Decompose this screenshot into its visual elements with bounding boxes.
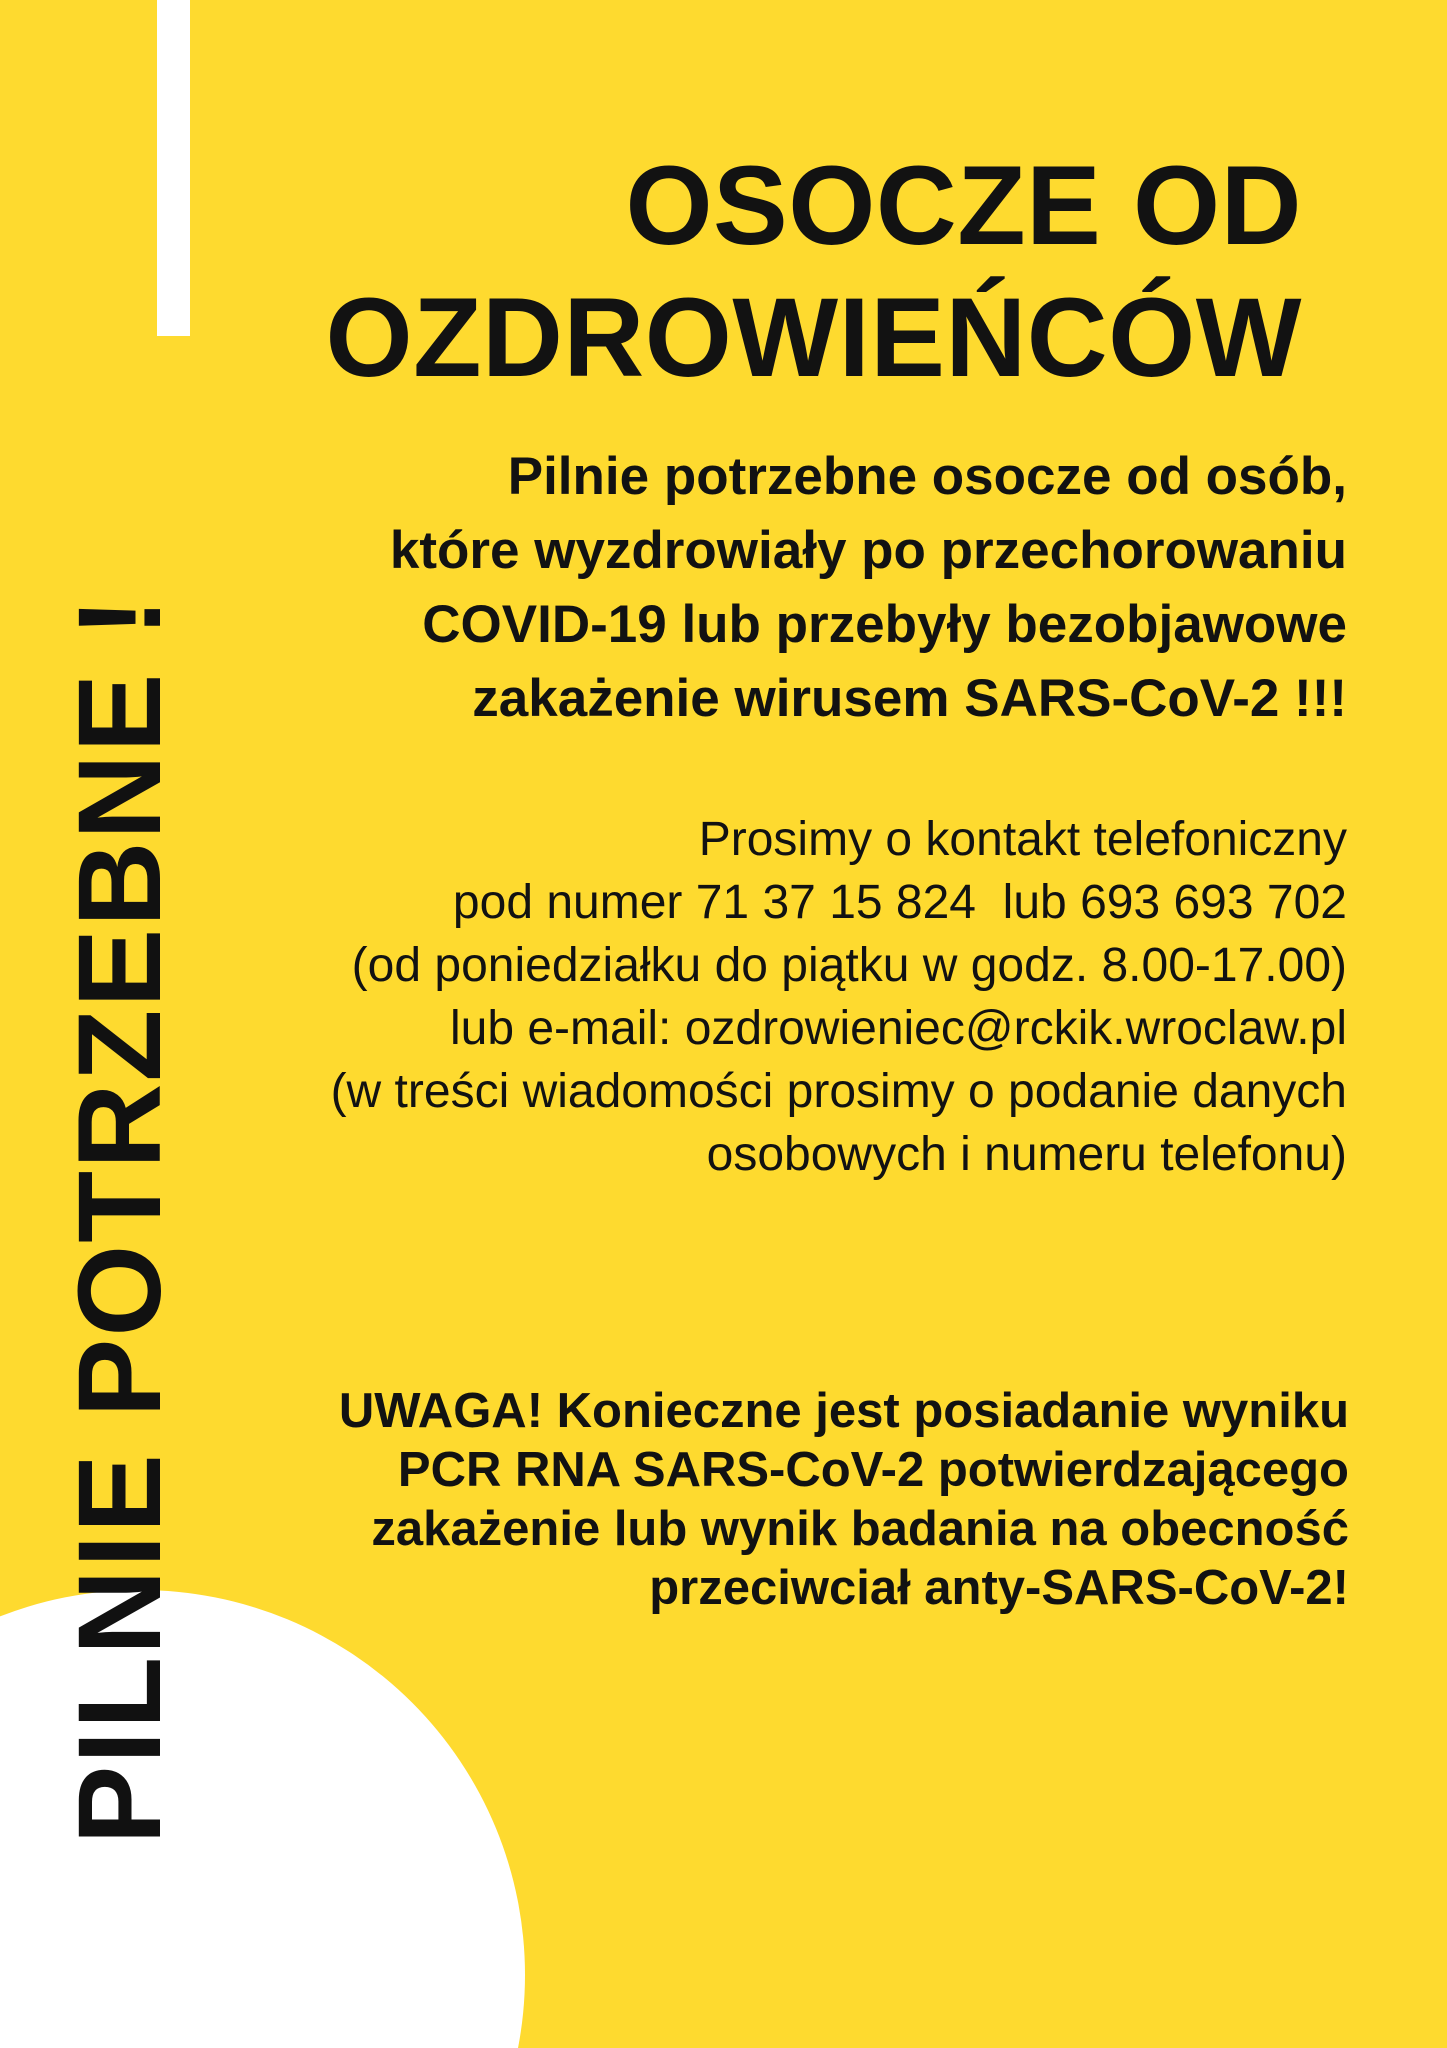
- intro-line-2: które wyzdrowiały po przechorowaniu: [389, 521, 1347, 580]
- intro-line-4: zakażenie wirusem SARS-CoV-2 !!!: [472, 669, 1347, 728]
- title-line-2: OZDROWIEŃCÓW: [325, 275, 1302, 400]
- urgent-side-label: PILNIE POTRZEBNE !: [54, 595, 186, 1845]
- contact-email: lub e-mail: ozdrowieniec@rckik.wroclaw.pl: [449, 1002, 1347, 1055]
- contact-info: [331, 808, 1347, 1186]
- contact-note-line-2: osobowych i numeru telefonu): [706, 1128, 1347, 1181]
- warning-paragraph: [339, 1382, 1349, 1618]
- contact-line-1: Prosimy o kontakt telefoniczny: [698, 813, 1347, 866]
- contact-phone-numbers: pod numer 71 37 15 824 lub 693 693 702: [452, 876, 1347, 929]
- intro-line-1: Pilnie potrzebne osocze od osób,: [507, 447, 1347, 506]
- title-line-1: OSOCZE OD: [625, 143, 1302, 268]
- contact-note-line-1: (w treści wiadomości prosimy o podanie danych: [330, 1065, 1347, 1118]
- contact-hours: (od poniedziałku do piątku w godz. 8.00-17.00): [351, 939, 1347, 992]
- warning-line-4: przeciwciał anty-SARS-CoV-2!: [649, 1561, 1349, 1615]
- warning-line-2: PCR RNA SARS-CoV-2 potwierdzającego: [397, 1443, 1349, 1497]
- intro-paragraph: [390, 440, 1347, 736]
- warning-line-1: UWAGA! Konieczne jest posiadanie wyniku: [338, 1384, 1349, 1438]
- warning-line-3: zakażenie lub wynik badania na obecność: [371, 1502, 1349, 1556]
- white-bar-shape: [157, 0, 190, 336]
- intro-line-3: COVID-19 lub przebyły bezobjawowe: [422, 595, 1347, 654]
- poster-title: [325, 140, 1302, 404]
